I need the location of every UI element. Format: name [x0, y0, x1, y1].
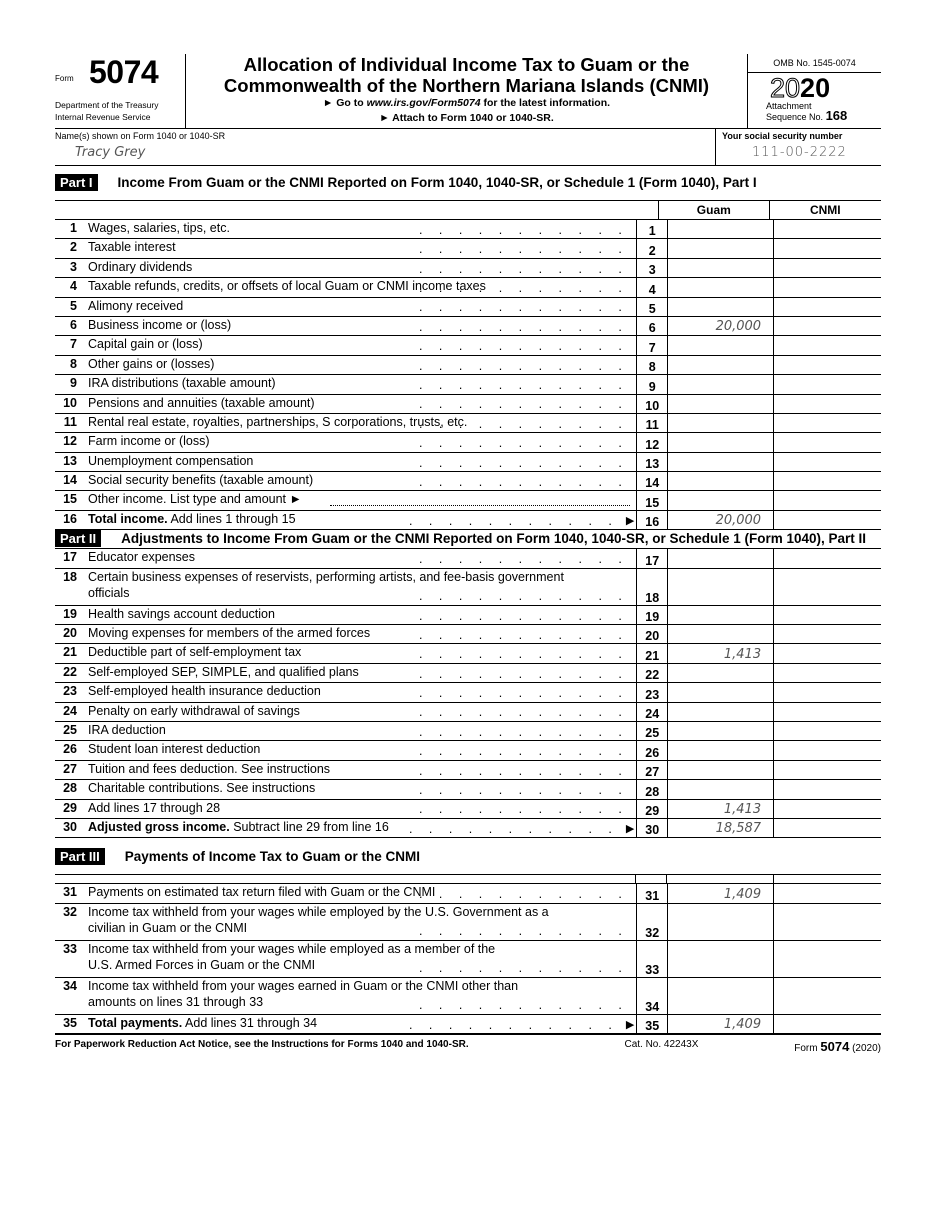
line-23	[55, 683, 881, 702]
line-27	[55, 761, 881, 780]
name-value: Tracy Grey	[75, 145, 146, 160]
line-20	[55, 625, 881, 644]
other-income-field[interactable]	[330, 505, 630, 506]
line-box-number: 24	[636, 703, 667, 721]
cnmi-amount-field[interactable]	[773, 239, 881, 257]
line-text-2: officials	[88, 586, 130, 601]
line-5	[55, 298, 881, 317]
line-text: Other income. List type and amount ►	[88, 492, 302, 507]
cnmi-amount-field[interactable]	[773, 569, 881, 605]
cnmi-amount-field[interactable]	[773, 819, 881, 837]
arrow-icon: ▶	[625, 822, 635, 835]
paperwork-notice: For Paperwork Reduction Act Notice, see the Instructions for Forms 1040 and 1040-SR.	[55, 1039, 469, 1051]
line-text: Ordinary dividends	[88, 259, 193, 274]
omb-block	[747, 54, 881, 128]
line-desc: 33 Income tax withheld from your wages while employed as a member of the U.S. Armed Forces in Guam or the CNMI . . . . . . . . . . .	[55, 941, 636, 977]
line-desc: 21 Deductible part of self-employment tax . . . . . . . . . . .	[55, 644, 636, 662]
guam-amount-field[interactable]	[667, 433, 773, 451]
line-desc: 17 Educator expenses . . . . . . . . . . .	[55, 549, 636, 567]
guam-amount-field[interactable]: 1,409	[667, 884, 773, 902]
line-box-number: 5	[636, 298, 667, 316]
omb-number: OMB No. 1545-0074	[748, 54, 881, 73]
line-text: Tuition and fees deduction. See instructions	[88, 761, 331, 776]
cnmi-amount-field[interactable]	[773, 761, 881, 779]
line-box-number: 12	[636, 433, 667, 451]
line-box-number: 15	[636, 491, 667, 509]
line-desc: 14 Social security benefits (taxable amount) . . . . . . . . . . .	[55, 472, 636, 490]
arrow-icon: ▶	[625, 514, 635, 527]
cnmi-amount-field[interactable]	[773, 549, 881, 567]
line-box-number: 9	[636, 375, 667, 393]
line-text: IRA deduction	[88, 722, 166, 737]
line-box-number: 26	[636, 741, 667, 759]
line-desc: 1 Wages, salaries, tips, etc. . . . . . . . . . . .	[55, 220, 636, 238]
line-desc: 3 Ordinary dividends . . . . . . . . . . .	[55, 259, 636, 277]
footer-form-id: Form 5074 (2020)	[794, 1039, 881, 1055]
line-text: Unemployment compensation	[88, 453, 254, 468]
guam-amount-field[interactable]	[667, 298, 773, 316]
instruction-go: ► Go to www.irs.gov/Form5074 for the latest information.	[322, 97, 611, 109]
cnmi-amount-field[interactable]	[773, 317, 881, 335]
line-text-2: civilian in Guam or the CNMI	[88, 921, 248, 936]
line-11	[55, 414, 881, 433]
line-text: Educator expenses	[88, 550, 196, 565]
line-1	[55, 220, 881, 239]
cnmi-amount-field[interactable]	[773, 395, 881, 413]
cnmi-amount-field[interactable]	[773, 491, 881, 509]
guam-amount-field[interactable]	[667, 741, 773, 759]
cnmi-amount-field[interactable]	[773, 336, 881, 354]
line-12	[55, 433, 881, 452]
line-2	[55, 239, 881, 258]
guam-amount-field[interactable]: 18,587	[667, 819, 773, 837]
cnmi-amount-field[interactable]	[773, 278, 881, 296]
line-32	[55, 904, 881, 941]
guam-amount-field[interactable]	[667, 606, 773, 624]
line-box-number: 23	[636, 683, 667, 701]
line-box-number: 1	[636, 220, 667, 238]
cnmi-amount-field[interactable]	[773, 606, 881, 624]
guam-amount-field[interactable]	[667, 625, 773, 643]
cnmi-amount-field[interactable]	[773, 414, 881, 432]
guam-amount-field[interactable]	[667, 375, 773, 393]
line-10	[55, 395, 881, 414]
line-desc: 29 Add lines 17 through 28 . . . . . . . . . . .	[55, 800, 636, 818]
line-box-number: 2	[636, 239, 667, 257]
line-text: Wages, salaries, tips, etc.	[88, 221, 230, 235]
name-field[interactable]: Name(s) shown on Form 1040 or 1040-SR Tracy Grey	[55, 131, 226, 160]
irs-link[interactable]: www.irs.gov/Form5074	[366, 97, 481, 109]
line-text: IRA distributions (taxable amount)	[88, 376, 276, 391]
guam-amount-field[interactable]	[667, 414, 773, 432]
line-text: Other gains or (losses)	[88, 356, 215, 371]
line-desc: 30 Adjusted gross income. Subtract line 29 from line 16 . . . . . . . . . . . ▶	[55, 819, 636, 837]
form-title-block	[186, 54, 747, 128]
guam-amount-field[interactable]	[667, 941, 773, 977]
line-6	[55, 317, 881, 336]
line-text: Business income or (loss)	[88, 317, 232, 332]
line-text: Payments on estimated tax return filed with Guam or the CNMI	[88, 885, 436, 900]
line-text: Self-employed SEP, SIMPLE, and qualified plans	[88, 664, 359, 679]
guam-amount-field[interactable]	[667, 278, 773, 296]
line-desc: 5 Alimony received . . . . . . . . . . .	[55, 298, 636, 316]
line-desc: 28 Charitable contributions. See instructions . . . . . . . . . . .	[55, 780, 636, 798]
part1-badge: Part I	[55, 174, 98, 191]
line-text: Income tax withheld from your wages while employed as a member of the	[88, 941, 496, 956]
cnmi-amount-field[interactable]	[773, 375, 881, 393]
line-desc: 10 Pensions and annuities (taxable amount) . . . . . . . . . . .	[55, 395, 636, 413]
line-9	[55, 375, 881, 394]
ssn-field[interactable]: Your social security number 111-00-2222	[715, 129, 881, 165]
line-desc: 35 Total payments. Add lines 31 through 34 . . . . . . . . . . . ▶	[55, 1015, 636, 1033]
line-4	[55, 278, 881, 297]
line-desc: 34 Income tax withheld from your wages earned in Guam or the CNMI other than amounts on lines 31 through 33 . . . . . . . . . . .	[55, 978, 636, 1014]
line-33	[55, 941, 881, 978]
line-box-number: 25	[636, 722, 667, 740]
part2-badge: Part II	[55, 530, 101, 547]
line-box-number: 20	[636, 625, 667, 643]
line-desc: 11 Rental real estate, royalties, partnerships, S corporations, trusts, etc. . . . . . . . . . . .	[55, 414, 636, 432]
guam-amount-field[interactable]	[667, 549, 773, 567]
line-box-number: 17	[636, 549, 667, 567]
guam-amount-field[interactable]: 20,000	[667, 511, 773, 529]
line-3	[55, 259, 881, 278]
line-desc: 9 IRA distributions (taxable amount) . . . . . . . . . . .	[55, 375, 636, 393]
line-25	[55, 722, 881, 741]
form-parts	[55, 166, 881, 1034]
cnmi-amount-field[interactable]	[773, 683, 881, 701]
cnmi-amount-field[interactable]	[773, 511, 881, 529]
guam-amount-field[interactable]	[667, 683, 773, 701]
part3-badge: Part III	[55, 848, 105, 865]
line-text: Taxable interest	[88, 240, 176, 255]
guam-amount-field[interactable]	[667, 904, 773, 940]
line-14	[55, 472, 881, 491]
line-31	[55, 884, 881, 903]
line-desc: 26 Student loan interest deduction . . . . . . . . . . .	[55, 741, 636, 759]
line-desc: 19 Health savings account deduction . . . . . . . . . . .	[55, 606, 636, 624]
line-text: Rental real estate, royalties, partnerships, S corporations, trusts, etc.	[88, 414, 468, 429]
line-21	[55, 644, 881, 663]
line-text: Farm income or (loss)	[88, 434, 210, 449]
line-text: Certain business expenses of reservists, performing artists, and fee-basis government	[88, 569, 564, 584]
line-text: Social security benefits (taxable amount)	[88, 473, 314, 488]
line-8	[55, 356, 881, 375]
line-box-number: 6	[636, 317, 667, 335]
line-desc: 8 Other gains or (losses) . . . . . . . . . . .	[55, 356, 636, 374]
line-box-number: 32	[636, 904, 667, 940]
line-box-number: 29	[636, 800, 667, 818]
dept-line1: Department of the Treasury	[55, 100, 159, 110]
line-29	[55, 800, 881, 819]
cat-no: Cat. No. 42243X	[624, 1039, 699, 1051]
line-box-number: 16	[636, 511, 667, 529]
line-text: Health savings account deduction	[88, 606, 275, 621]
line-35	[55, 1015, 881, 1034]
part1-header	[55, 166, 881, 200]
col-cnmi: CNMI	[769, 201, 881, 219]
line-desc: 15 Other income. List type and amount ►	[55, 491, 636, 509]
part1-title: Income From Guam or the CNMI Reported on Form 1040, 1040-SR, or Schedule 1 (Form 1040), Part I	[117, 175, 757, 190]
cnmi-amount-field[interactable]	[773, 472, 881, 490]
line-box-number: 19	[636, 606, 667, 624]
guam-amount-field[interactable]	[667, 569, 773, 605]
part3-header	[55, 838, 881, 874]
line-text: Charitable contributions. See instructions	[88, 781, 316, 796]
department	[55, 99, 158, 123]
line-box-number: 21	[636, 644, 667, 662]
line-7	[55, 336, 881, 355]
part2-title: Adjustments to Income From Guam or the CNMI Reported on Form 1040, 1040-SR, or Schedule 1 (Form 1040), Part II	[121, 531, 867, 547]
part3-spacer	[55, 874, 881, 884]
line-text-2: U.S. Armed Forces in Guam or the CNMI	[88, 958, 316, 973]
cnmi-amount-field[interactable]	[773, 664, 881, 682]
part3-title: Payments of Income Tax to Guam or the CNMI	[124, 849, 421, 865]
guam-amount-field[interactable]	[667, 220, 773, 238]
line-text: Subtract line 29 from line 16	[233, 819, 389, 834]
line-text: Alimony received	[88, 298, 184, 313]
guam-amount-field[interactable]	[667, 453, 773, 471]
guam-amount-field[interactable]: 1,413	[667, 644, 773, 662]
guam-amount-field[interactable]	[667, 395, 773, 413]
guam-amount-field[interactable]	[667, 356, 773, 374]
guam-amount-field[interactable]: 1,409	[667, 1015, 773, 1033]
line-box-number: 7	[636, 336, 667, 354]
cnmi-amount-field[interactable]	[773, 722, 881, 740]
line-text: Add lines 31 through 34	[185, 1015, 318, 1030]
line-desc: 23 Self-employed health insurance deduction . . . . . . . . . . .	[55, 683, 636, 701]
cnmi-amount-field[interactable]	[773, 433, 881, 451]
cnmi-amount-field[interactable]	[773, 978, 881, 1014]
line-desc: 6 Business income or (loss) . . . . . . . . . . .	[55, 317, 636, 335]
line-box-number: 3	[636, 259, 667, 277]
line-box-number: 31	[636, 884, 667, 902]
form-footer	[55, 1034, 881, 1054]
line-24	[55, 703, 881, 722]
line-box-number: 34	[636, 978, 667, 1014]
form-title-line1: Allocation of Individual Income Tax to Guam or the	[243, 54, 690, 75]
line-desc: 27 Tuition and fees deduction. See instructions . . . . . . . . . . .	[55, 761, 636, 779]
line-box-number: 10	[636, 395, 667, 413]
taxpayer-row	[55, 129, 881, 166]
line-box-number: 18	[636, 569, 667, 605]
ssn-value: 111-00-2222	[752, 145, 847, 160]
line-text: Moving expenses for members of the armed forces	[88, 626, 371, 641]
line-box-number: 28	[636, 780, 667, 798]
guam-amount-field[interactable]	[667, 336, 773, 354]
line-19	[55, 606, 881, 625]
guam-amount-field[interactable]: 1,413	[667, 800, 773, 818]
line-desc: 32 Income tax withheld from your wages while employed by the U.S. Government as a civilian in Guam or the CNMI . . . . . . . . . . .	[55, 904, 636, 940]
line-text: Penalty on early withdrawal of savings	[88, 703, 300, 718]
guam-amount-field[interactable]	[667, 703, 773, 721]
cnmi-amount-field[interactable]	[773, 356, 881, 374]
cnmi-amount-field[interactable]	[773, 220, 881, 238]
line-text-2: amounts on lines 31 through 33	[88, 995, 264, 1010]
line-16	[55, 511, 881, 530]
form-number: 5074	[89, 54, 159, 90]
cnmi-amount-field[interactable]	[773, 703, 881, 721]
form-header	[55, 54, 881, 129]
cnmi-amount-field[interactable]	[773, 780, 881, 798]
line-text: Taxable refunds, credits, or offsets of local Guam or CNMI income taxes	[88, 279, 486, 294]
line-text: Add lines 1 through 15	[170, 511, 296, 526]
cnmi-amount-field[interactable]	[773, 904, 881, 940]
line-28	[55, 780, 881, 799]
line-desc: 12 Farm income or (loss) . . . . . . . . . . .	[55, 433, 636, 451]
guam-amount-field[interactable]	[667, 472, 773, 490]
line-22	[55, 664, 881, 683]
line-text: Student loan interest deduction	[88, 742, 261, 757]
line-17	[55, 549, 881, 568]
cnmi-amount-field[interactable]	[773, 941, 881, 977]
line-34	[55, 978, 881, 1015]
line-box-number: 27	[636, 761, 667, 779]
guam-amount-field[interactable]: 20,000	[667, 317, 773, 335]
line-box-number: 22	[636, 664, 667, 682]
part2-header	[55, 530, 881, 549]
guam-amount-field[interactable]	[667, 761, 773, 779]
attachment-sequence: Attachment Sequence No. 168	[766, 101, 848, 123]
line-desc: 18 Certain business expenses of reservists, performing artists, and fee-basis government officials . . . . . . . . . . .	[55, 569, 636, 605]
cnmi-amount-field[interactable]	[773, 298, 881, 316]
col-guam: Guam	[658, 201, 768, 219]
line-desc: 20 Moving expenses for members of the armed forces . . . . . . . . . . .	[55, 625, 636, 643]
line-13	[55, 453, 881, 472]
guam-amount-field[interactable]	[667, 780, 773, 798]
line-desc: 22 Self-employed SEP, SIMPLE, and qualified plans . . . . . . . . . . .	[55, 664, 636, 682]
cnmi-amount-field[interactable]	[773, 259, 881, 277]
cnmi-amount-field[interactable]	[773, 741, 881, 759]
line-18	[55, 569, 881, 606]
arrow-icon: ▶	[625, 1018, 635, 1031]
instruction-attach: ► Attach to Form 1040 or 1040-SR.	[379, 112, 554, 124]
line-box-number: 35	[636, 1015, 667, 1033]
line-box-number: 30	[636, 819, 667, 837]
line-text: Pensions and annuities (taxable amount)	[88, 395, 315, 410]
line-box-number: 4	[636, 278, 667, 296]
column-headers	[55, 200, 881, 220]
line-text: Self-employed health insurance deduction	[88, 684, 321, 699]
line-desc: 16 Total income. Add lines 1 through 15 . . . . . . . . . . . ▶	[55, 511, 636, 529]
line-desc: 24 Penalty on early withdrawal of savings . . . . . . . . . . .	[55, 703, 636, 721]
line-text: Deductible part of self-employment tax	[88, 645, 302, 660]
line-desc: 2 Taxable interest . . . . . . . . . . .	[55, 239, 636, 257]
tax-year: 2020	[770, 73, 831, 103]
guam-amount-field[interactable]	[667, 491, 773, 509]
form-id-block	[55, 54, 186, 128]
cnmi-amount-field[interactable]	[773, 884, 881, 902]
line-desc: 7 Capital gain or (loss) . . . . . . . . . . .	[55, 336, 636, 354]
cnmi-amount-field[interactable]	[773, 800, 881, 818]
line-26	[55, 741, 881, 760]
form-5074	[55, 54, 881, 1054]
line-text: Income tax withheld from your wages earned in Guam or the CNMI other than	[88, 978, 519, 993]
line-desc: 4 Taxable refunds, credits, or offsets of local Guam or CNMI income taxes . . . . . . . . . . .	[55, 278, 636, 296]
line-15	[55, 491, 881, 510]
dept-line2: Internal Revenue Service	[55, 112, 151, 122]
line-box-number: 13	[636, 453, 667, 471]
line-box-number: 11	[636, 414, 667, 432]
guam-amount-field[interactable]	[667, 664, 773, 682]
line-box-number: 33	[636, 941, 667, 977]
guam-amount-field[interactable]	[667, 978, 773, 1014]
line-box-number: 8	[636, 356, 667, 374]
line-text: Income tax withheld from your wages while employed by the U.S. Government as a	[88, 904, 549, 919]
line-text: Capital gain or (loss)	[88, 337, 203, 352]
form-label: Form	[55, 74, 74, 83]
line-text: Add lines 17 through 28	[88, 800, 221, 815]
line-box-number: 14	[636, 472, 667, 490]
cnmi-amount-field[interactable]	[773, 1015, 881, 1033]
guam-amount-field[interactable]	[667, 722, 773, 740]
guam-amount-field[interactable]	[667, 259, 773, 277]
line-desc: 31 Payments on estimated tax return filed with Guam or the CNMI . . . . . . . . . . .	[55, 884, 636, 902]
line-desc: 13 Unemployment compensation . . . . . . . . . . .	[55, 453, 636, 471]
form-title-line2: Commonwealth of the Northern Mariana Islands (CNMI)	[223, 75, 710, 96]
guam-amount-field[interactable]	[667, 239, 773, 257]
cnmi-amount-field[interactable]	[773, 453, 881, 471]
line-desc: 25 IRA deduction . . . . . . . . . . .	[55, 722, 636, 740]
cnmi-amount-field[interactable]	[773, 625, 881, 643]
line-30	[55, 819, 881, 838]
cnmi-amount-field[interactable]	[773, 644, 881, 662]
